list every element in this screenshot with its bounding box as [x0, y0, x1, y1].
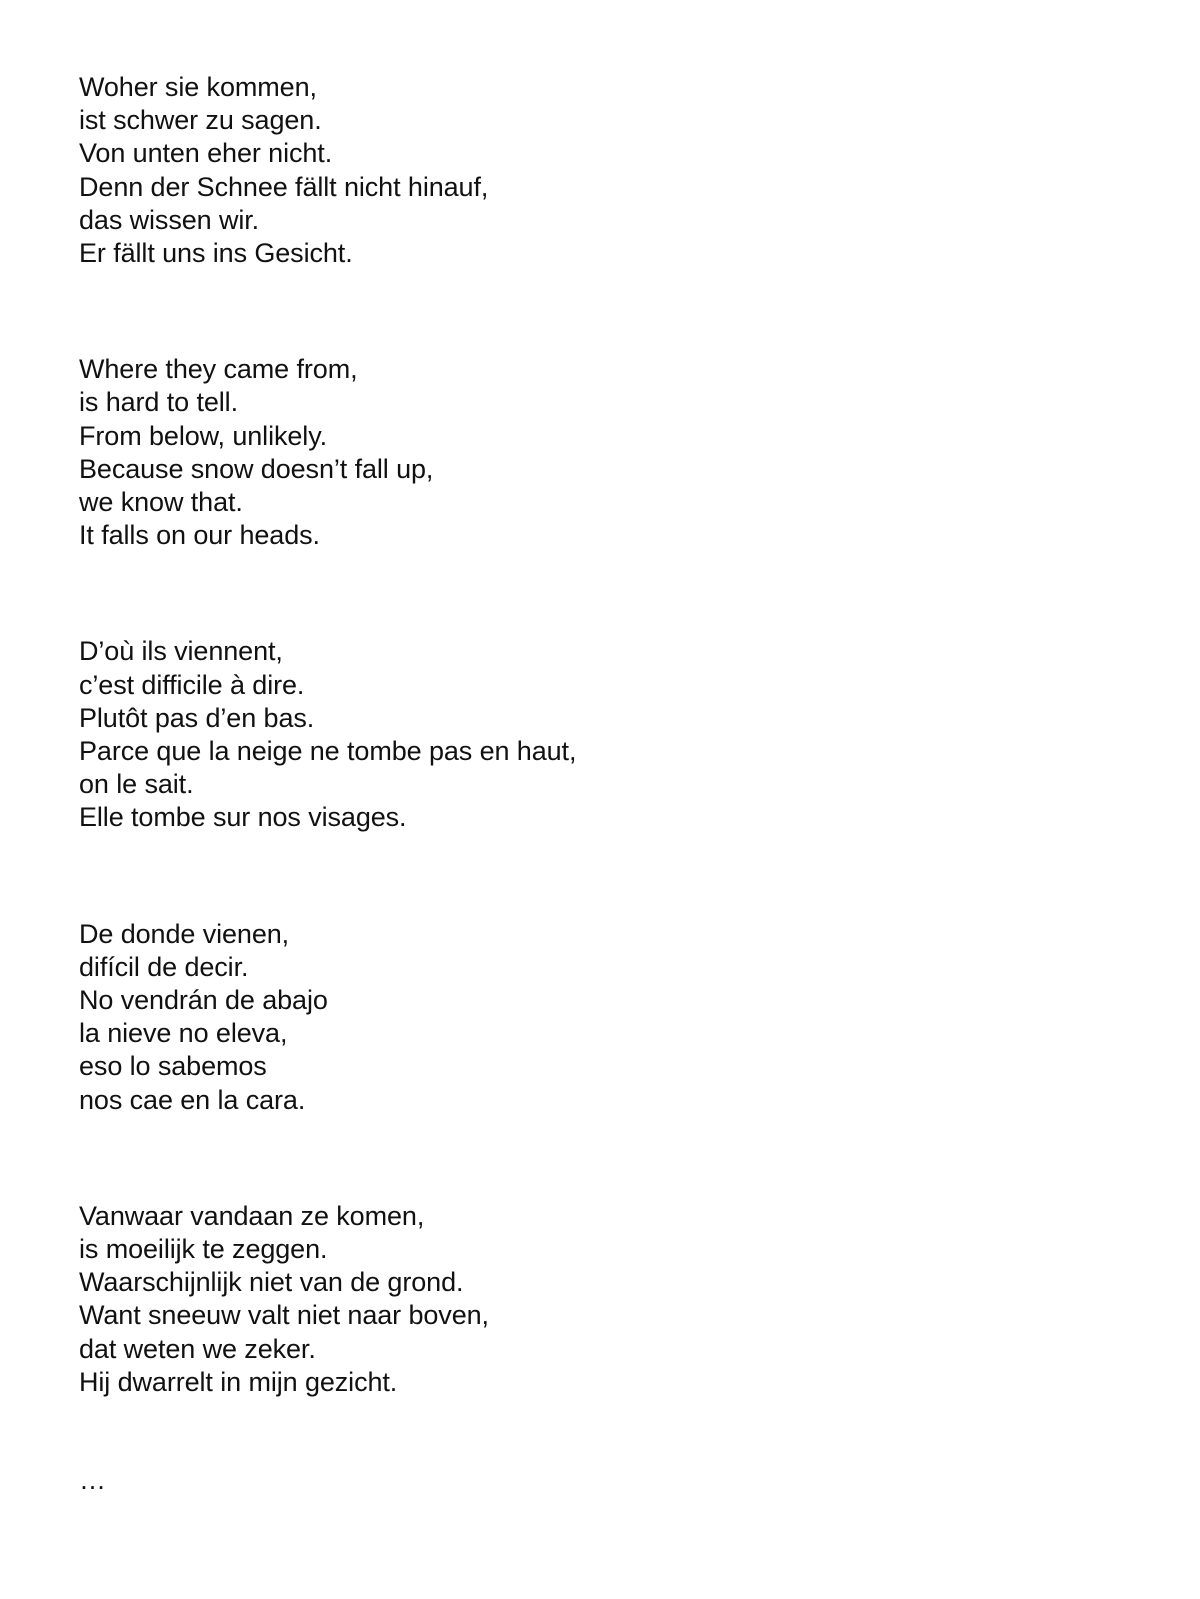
- stanza-line: Plutôt pas d’en bas.: [79, 702, 315, 733]
- stanza-line: From below, unlikely.: [79, 420, 327, 451]
- stanza-german: [79, 71, 1139, 270]
- stanza-line: eso lo sabemos: [79, 1051, 267, 1082]
- stanza-line: Parce que la neige ne tombe pas en haut,: [79, 736, 577, 767]
- stanza-line: is moeilijk te zeggen.: [79, 1234, 328, 1265]
- stanza-line: No vendrán de abajo: [79, 985, 328, 1016]
- poem-page: [79, 71, 1139, 1497]
- stanza-line: on le sait.: [79, 769, 194, 800]
- stanza-line: nos cae en la cara.: [79, 1084, 306, 1115]
- stanza-line: ist schwer zu sagen.: [79, 105, 322, 136]
- stanza-line: Er fällt uns ins Gesicht.: [79, 238, 353, 269]
- stanza-line: It falls on our heads.: [79, 520, 320, 551]
- stanza-line: Vanwaar vandaan ze komen,: [79, 1200, 425, 1231]
- stanza-french: [79, 635, 1139, 834]
- stanza-dutch: [79, 1200, 1139, 1399]
- stanza-line: Elle tombe sur nos visages.: [79, 802, 407, 833]
- stanza-line: das wissen wir.: [79, 204, 260, 235]
- stanza-line: la nieve no eleva,: [79, 1018, 288, 1049]
- stanza-line: c’est difficile à dire.: [79, 669, 305, 700]
- stanza-line: dat weten we zeker.: [79, 1333, 316, 1364]
- stanza-line: Waarschijnlijk niet van de grond.: [79, 1267, 464, 1298]
- stanza-line: Denn der Schnee fällt nicht hinauf,: [79, 171, 489, 202]
- stanza-line: D’où ils viennent,: [79, 636, 283, 667]
- stanza-line: Hij dwarrelt in mijn gezicht.: [79, 1366, 398, 1397]
- continuation-ellipsis: …: [79, 1465, 106, 1496]
- stanza-line: Because snow doesn’t fall up,: [79, 453, 434, 484]
- stanza-line: is hard to tell.: [79, 387, 238, 418]
- stanza-line: De donde vienen,: [79, 918, 290, 949]
- stanza-line: difícil de decir.: [79, 951, 249, 982]
- stanza-line: Woher sie kommen,: [79, 72, 317, 102]
- stanza-line: Von unten eher nicht.: [79, 138, 333, 169]
- stanza-line: Want sneeuw valt niet naar boven,: [79, 1300, 489, 1331]
- stanza-line: Where they came from,: [79, 354, 358, 385]
- stanza-spanish: [79, 918, 1139, 1117]
- stanza-english: [79, 353, 1139, 552]
- stanza-line: we know that.: [79, 487, 243, 518]
